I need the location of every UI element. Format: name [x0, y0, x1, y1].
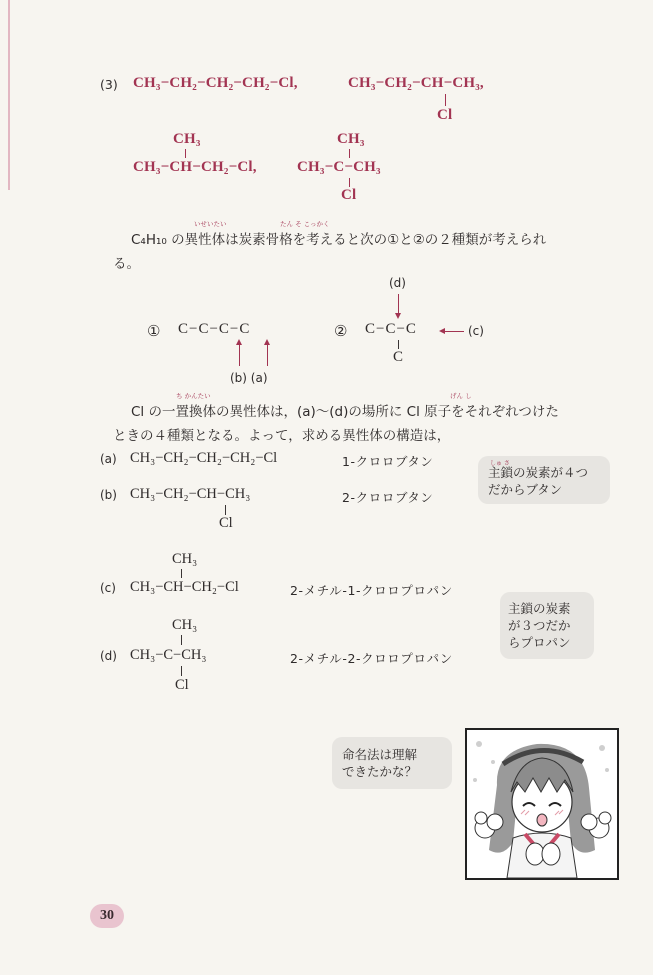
page-number: 30 — [90, 904, 124, 928]
answer-b-formula: CH₃−CH₂−CH−CH₃ — [130, 486, 251, 502]
label-c: (c) — [468, 324, 484, 338]
margin-rule — [8, 0, 10, 190]
ruby-isomer: いせいたい — [194, 220, 227, 228]
answer-d-cl: Cl — [175, 677, 189, 693]
answer-c-formula: CH₃−CH−CH₂−Cl — [130, 579, 239, 595]
answer-b-cl: Cl — [219, 515, 233, 531]
ruby-atom: げん し — [450, 392, 472, 400]
manga-character-panel — [465, 728, 619, 880]
formula-4-methyl: CH₃ — [337, 131, 365, 147]
propane-hint-line-1: 主鎖の炭素 — [508, 601, 571, 616]
ruby-skeleton: たん そ こっかく — [280, 220, 330, 228]
formula-3-methyl: CH₃ — [173, 131, 201, 147]
butane-hint-bubble — [478, 456, 610, 504]
arrow-a — [267, 344, 268, 366]
propane-hint-line-2: が３つだか — [508, 618, 571, 633]
skeleton-2-chain: C−C−C — [365, 321, 417, 337]
skeleton-1-marker: ① — [147, 324, 161, 340]
arrow-d — [398, 294, 399, 314]
intro-line-1: C₄H₁₀ の異性体は炭素骨格を考えると次の①と②の２種類が考えられ — [131, 232, 547, 248]
arrow-b — [239, 344, 240, 366]
answer-b-name: 2-クロロブタン — [342, 490, 434, 505]
answer-c-label: (c) — [100, 581, 116, 595]
bond-line — [398, 340, 399, 349]
skeleton-1-labels: (b) (a) — [230, 371, 268, 385]
answer-d-label: (d) — [100, 649, 117, 663]
bond-line — [349, 149, 350, 158]
formula-2-chlorobutane-cl: Cl — [437, 107, 453, 123]
bond-line — [225, 505, 226, 515]
answer-b-label: (b) — [100, 488, 117, 502]
bond-line — [349, 178, 350, 187]
skeleton-1-chain: C−C−C−C — [178, 321, 251, 337]
formula-4-cl: Cl — [341, 187, 357, 203]
butane-hint-line-1: 主鎖の炭素が４つ — [488, 465, 589, 480]
answer-d-methyl: CH₃ — [172, 617, 198, 633]
bond-line — [181, 666, 182, 676]
ruby-main-chain: しゅ さ — [490, 460, 510, 467]
intro-line-2: る。 — [113, 256, 140, 272]
formula-tert-butyl-chloride: CH₃−C−CH₃ — [297, 159, 381, 175]
formula-1-chlorobutane: CH₃−CH₂−CH₂−CH₂−Cl, — [133, 75, 298, 91]
section-label: (3) — [100, 77, 118, 92]
bond-line — [181, 569, 182, 578]
formula-isobutyl-chloride: CH₃−CH−CH₂−Cl, — [133, 159, 257, 175]
bond-line — [185, 149, 186, 158]
label-d: (d) — [389, 276, 406, 290]
answer-c-name: 2-メチル-1-クロロプロパン — [290, 583, 453, 598]
naming-question-line-1: 命名法は理解 — [342, 747, 418, 762]
answer-a-formula: CH₃−CH₂−CH₂−CH₂−Cl — [130, 450, 278, 466]
explain-line-2: ときの４種類となる。よって，求める異性体の構造は， — [113, 428, 451, 444]
skeleton-2-marker: ② — [334, 324, 348, 340]
skeleton-2-branch: C — [393, 349, 404, 365]
answer-d-name: 2-メチル-2-クロロプロパン — [290, 651, 453, 666]
ruby-substituted: ち かんたい — [176, 392, 211, 400]
bond-line — [181, 635, 182, 645]
explain-line-1: Cl の一置換体の異性体は，(a)〜(d)の場所に Cl 原子をそれぞれつけた — [131, 404, 559, 420]
formula-2-chlorobutane: CH₃−CH₂−CH−CH₃, — [348, 75, 484, 91]
naming-question-bubble — [332, 737, 452, 789]
arrow-c — [444, 331, 464, 332]
propane-hint-line-3: らプロパン — [508, 635, 571, 650]
answer-c-methyl: CH₃ — [172, 551, 198, 567]
manga-girl-illustration — [467, 730, 617, 878]
butane-hint-line-2: だからブタン — [488, 482, 563, 497]
propane-hint-bubble — [500, 592, 594, 659]
answer-d-formula: CH₃−C−CH₃ — [130, 647, 207, 663]
answer-a-name: 1-クロロブタン — [342, 454, 434, 469]
answer-a-label: (a) — [100, 452, 117, 466]
naming-question-line-2: できたかな？ — [342, 764, 418, 779]
bond-line — [445, 94, 446, 106]
